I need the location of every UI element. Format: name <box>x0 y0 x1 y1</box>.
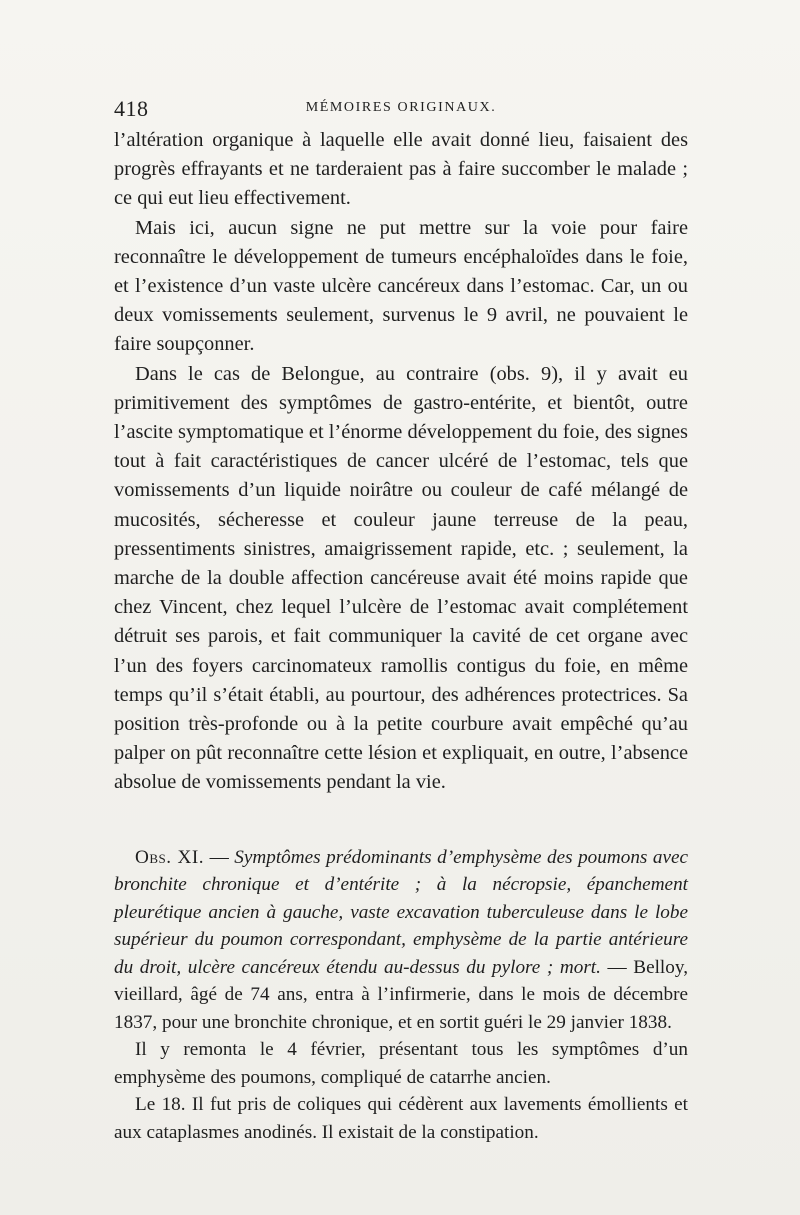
running-head <box>114 96 688 126</box>
section-gap <box>114 798 688 844</box>
paragraph: Dans le cas de Belongue, au contraire (obs. 9), il y avait eu primitivement des symptômes de gastro-entérite, et bientôt, outre l’ascite symptomatique et l’énorme développement du foie, des signes tout à fait caractéristiques de cancer ulcéré de l’estomac, tels que vomissements d’un liquide noirâtre ou couleur de café mélangé de mucosités, sécheresse et couleur jaune terreuse de la peau, pressentiments sinistres, amaigrissement rapide, etc. ; seulement, la marche de la double affection cancéreuse avait été moins rapide que chez Vincent, chez lequel l’ulcère de l’estomac avait complétement détruit ses parois, et fait communiquer la cavité de cet organe avec l’un des foyers carcinomateux ramollis contigus du foie, en même temps qu’il s’était établi, au pourtour, des adhérences protectrices. Sa position très-profonde ou à la petite courbure avait empêché qu’au palper on pût reconnaître cette lésion et expliquait, en outre, l’absence absolue de vomissements pendant la vie. <box>114 362 688 794</box>
paragraph-continuation: l’altération organique à laquelle elle avait donné lieu, faisaient des progrès effrayants et ne tarderaient pas à faire succomber le malade ; ce qui eut lieu effectivement. <box>114 129 688 210</box>
observation-dash: — <box>209 846 229 868</box>
observation-paragraph: Il y remonta le 4 février, présentant tous les symptômes d’un emphysème des poumons, compliqué de catarrhe ancien. <box>114 1039 688 1088</box>
main-text <box>114 126 688 798</box>
observation-lead-text: — Belloy, vieillard, âgé de 74 ans, entra à l’infirmerie, dans le mois de décembre 1837, pour une bronchite chronique, et en sortit guéri le 29 janvier 1838. <box>114 956 688 1033</box>
observation-section <box>114 844 688 1147</box>
observation-title: Symptômes prédominants d’emphysème des poumons avec bronchite chronique et d’entérite ; à la nécropsie, épanchement pleurétique ancien à gauche, vaste excavation tuberculeuse dans le lobe supérieur du poumon correspondant, emphysème de la partie antérieure du droit, ulcère cancéreux étendu au-dessus du pylore ; mort. <box>114 846 689 978</box>
paragraph: Mais ici, aucun signe ne put mettre sur la voie pour faire reconnaître le développement de tumeurs encéphaloïdes dans le foie, et l’existence d’un vaste ulcère cancéreux dans l’estomac. Car, un ou deux vomissements seulement, survenus le 9 avril, ne pouvaient le faire soupçonner. <box>114 216 688 356</box>
observation-label: Obs. XI. <box>135 846 205 868</box>
observation-paragraph: Le 18. Il fut pris de coliques qui cédèrent aux lavements émollients et aux cataplasmes anodinés. Il existait de la constipation. <box>114 1094 688 1143</box>
running-title: MÉMOIRES ORIGINAUX. <box>305 100 497 115</box>
page-number: 418 <box>114 96 149 121</box>
observation-heading <box>114 844 688 1037</box>
